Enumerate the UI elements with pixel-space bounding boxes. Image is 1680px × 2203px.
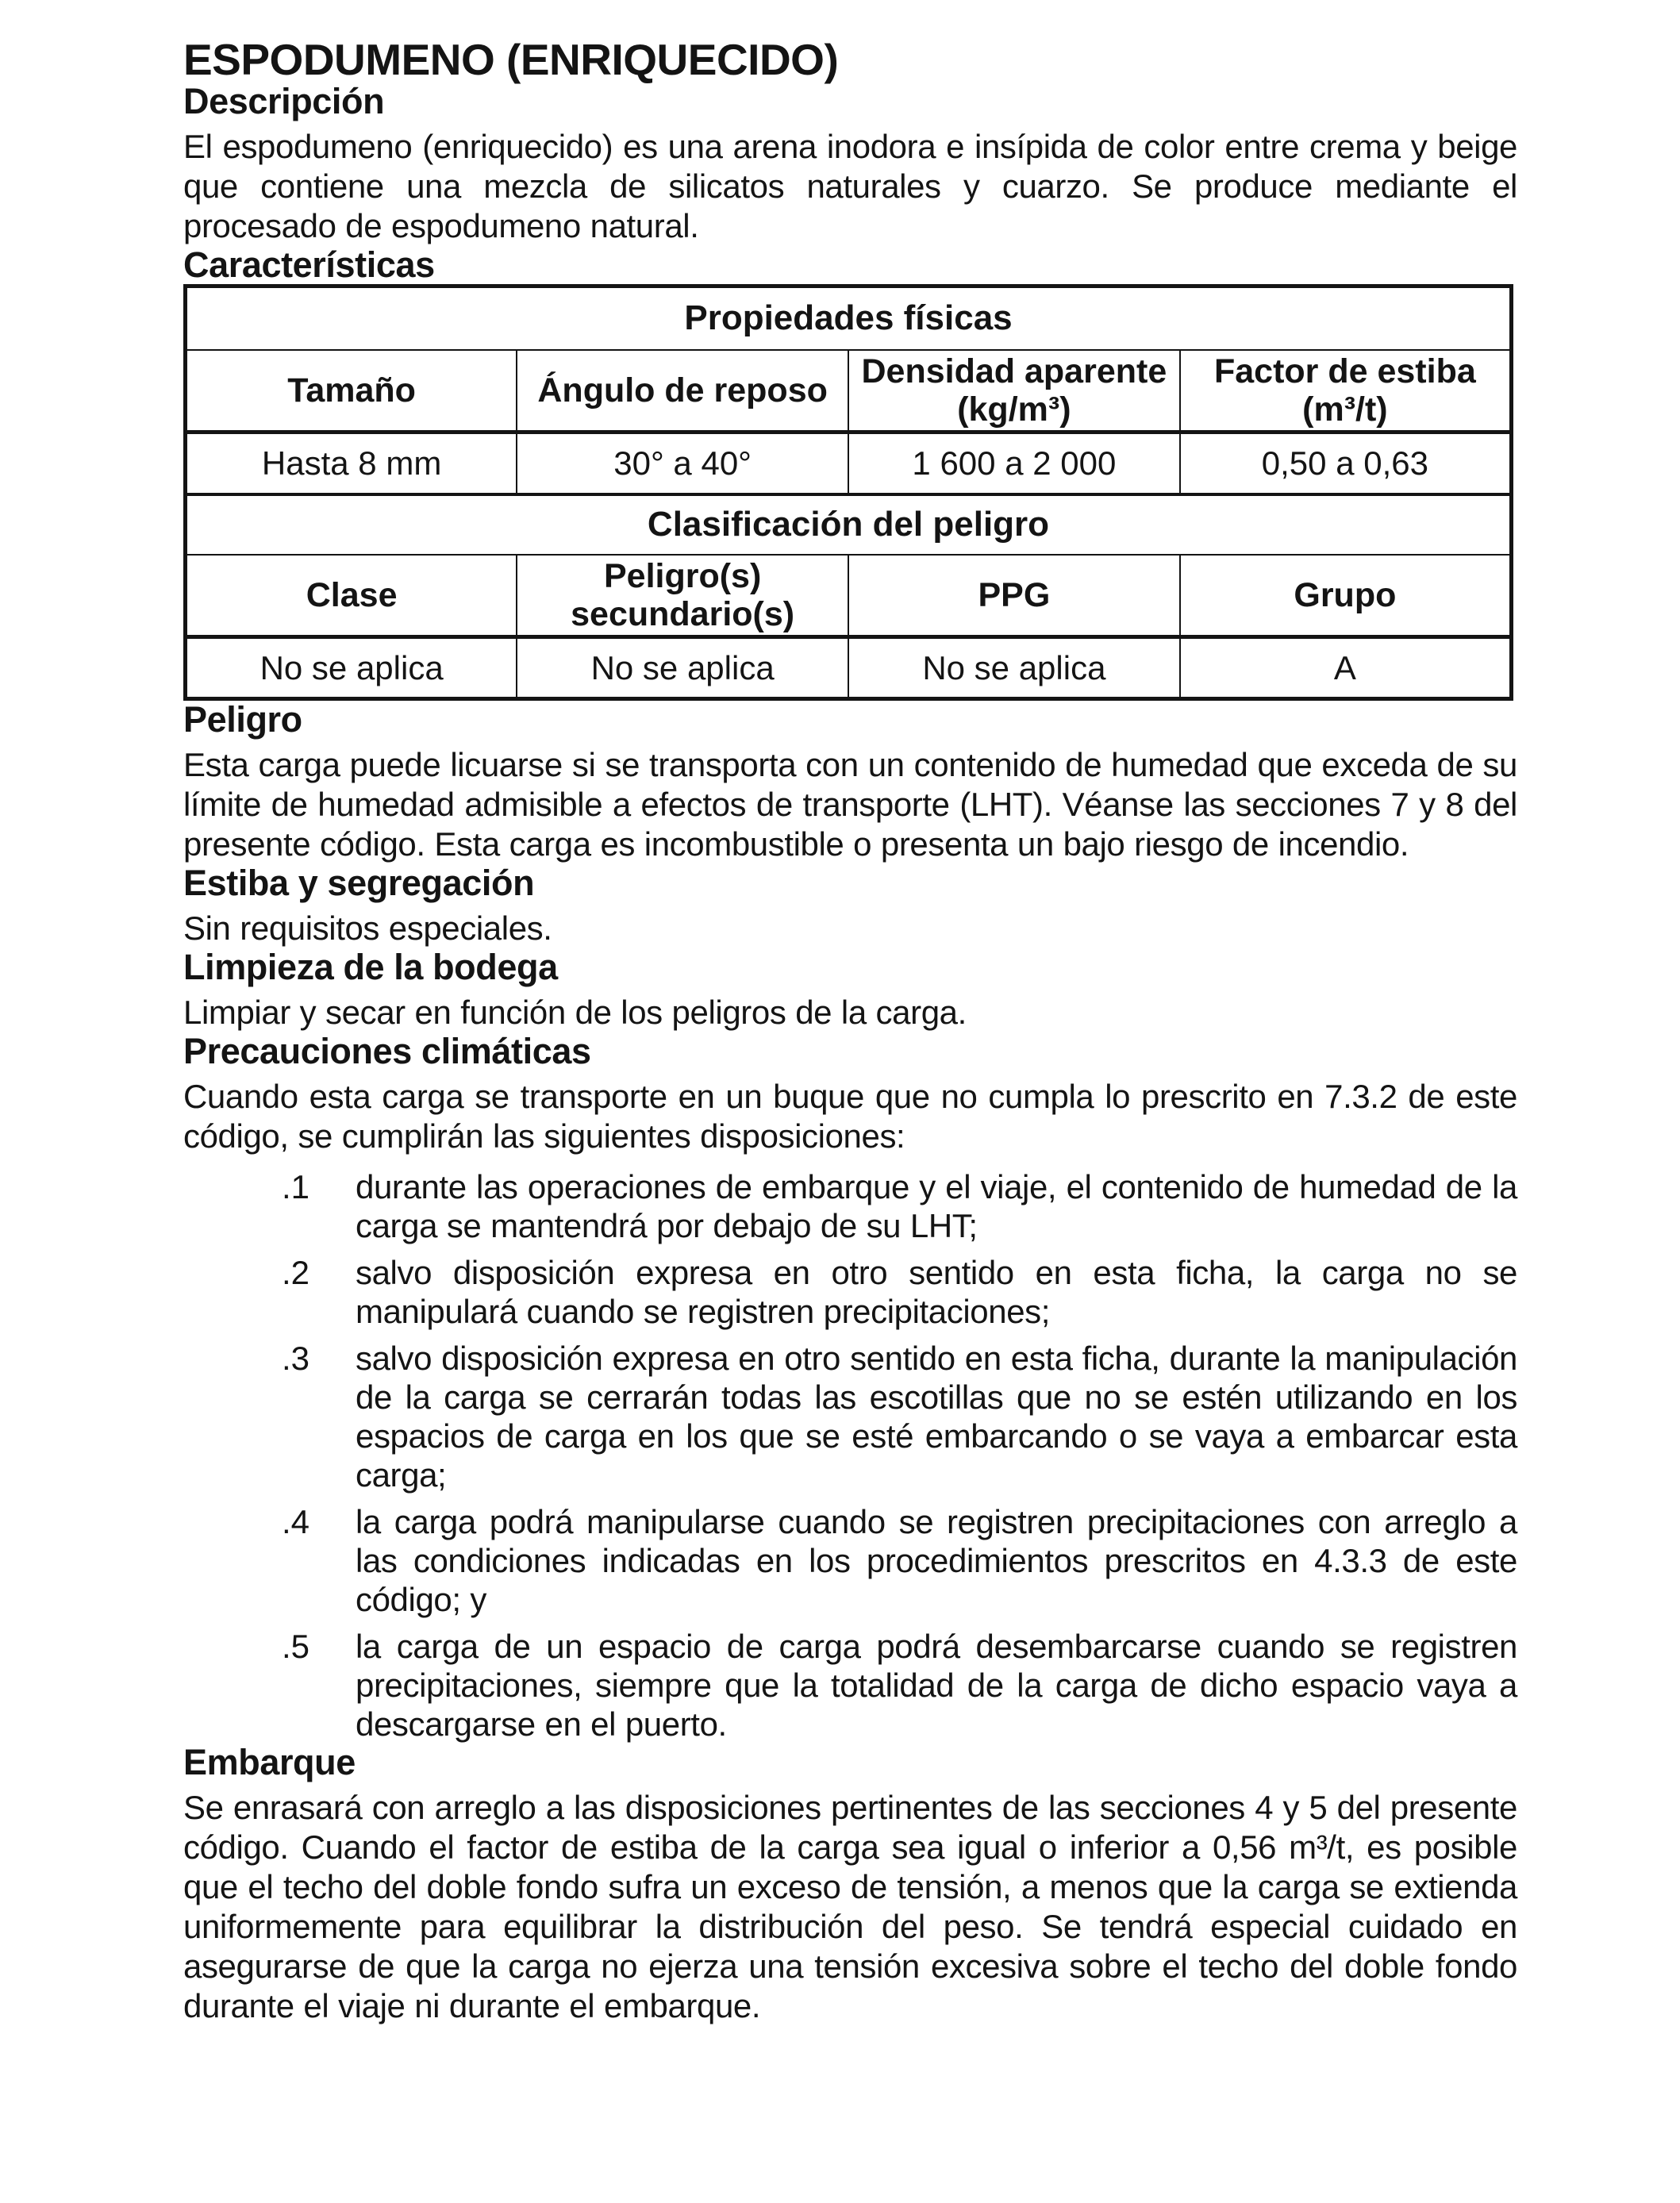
value-angulo: 30° a 40°	[517, 433, 848, 494]
col-header-grupo	[1180, 555, 1512, 637]
value-peligros-secundarios: No se aplica	[517, 637, 848, 699]
value-clase: No se aplica	[186, 637, 517, 699]
value-densidad: 1 600 a 2 000	[848, 433, 1180, 494]
list-item	[282, 1167, 1517, 1245]
table-row	[186, 637, 1512, 699]
precauciones-heading: Precauciones climáticas	[183, 1031, 591, 1071]
list-item-number: .2	[282, 1254, 310, 1291]
table-row	[186, 555, 1512, 637]
list-item-text: salvo disposición expresa en otro sentido en esta ficha, durante la manipulación de la carga se cerrarán todas las escotillas que no se estén utilizando en los espacios de carga en los que se esté embarcando o se vaya a embarcar esta carga;	[356, 1340, 1517, 1494]
peligro-body: Esta carga puede licuarse si se transporta con un contenido de humedad que exceda de su límite de humedad admisible a efectos de transporte (LHT). Véanse las secciones 7 y 8 del presente código. Esta carga es incombustible o presenta un bajo riesgo de incendio.	[183, 746, 1517, 863]
header-line: Densidad aparente	[861, 352, 1167, 390]
header-line: (m³/t)	[1302, 390, 1388, 429]
col-header-clase	[186, 555, 517, 637]
caracteristicas-heading: Características	[183, 244, 435, 285]
clasificacion-peligro-header: Clasificación del peligro	[186, 494, 1512, 555]
header-line: (kg/m³)	[957, 390, 1071, 429]
list-item	[282, 1502, 1517, 1619]
value-grupo: A	[1180, 637, 1512, 699]
table-row	[186, 350, 1512, 433]
header-line: Peligro(s)	[603, 556, 762, 595]
col-header-tamano	[186, 350, 517, 433]
header-line: Tamaño	[287, 371, 416, 409]
list-item	[282, 1253, 1517, 1331]
embarque-heading: Embarque	[183, 1742, 356, 1782]
col-header-densidad	[848, 350, 1180, 433]
cargo-title: ESPODUMENO (ENRIQUECIDO)	[183, 35, 839, 84]
header-line: PPG	[978, 575, 1051, 614]
list-item	[282, 1339, 1517, 1494]
header-line: Ángulo de reposo	[537, 371, 828, 409]
col-header-peligros-secundarios	[517, 555, 848, 637]
list-item-text: durante las operaciones de embarque y el viaje, el contenido de humedad de la carga se mantendrá por debajo de su LHT;	[356, 1168, 1517, 1244]
table-row	[186, 433, 1512, 494]
estiba-heading: Estiba y segregación	[183, 863, 535, 903]
header-line: Factor de estiba	[1213, 352, 1476, 390]
precauciones-list	[282, 1167, 1517, 1744]
descripcion-body: El espodumeno (enriquecido) es una arena inodora e insípida de color entre crema y beige que contiene una mezcla de silicatos naturales y cuarzo. Se produce mediante el procesado de espodumeno natural.	[183, 128, 1517, 244]
header-line: Grupo	[1294, 575, 1397, 614]
header-line: Clase	[306, 575, 398, 614]
estiba-body: Sin requisitos especiales.	[183, 909, 552, 947]
list-item-number: .5	[282, 1628, 310, 1665]
list-item-number: .4	[282, 1503, 310, 1540]
col-header-angulo	[517, 350, 848, 433]
value-ppg: No se aplica	[848, 637, 1180, 699]
table-row	[186, 286, 1512, 350]
list-item-number: .1	[282, 1168, 310, 1205]
peligro-heading: Peligro	[183, 699, 302, 740]
list-item	[282, 1627, 1517, 1744]
table-row	[186, 494, 1512, 555]
propiedades-fisicas-header: Propiedades físicas	[186, 286, 1512, 350]
list-item-number: .3	[282, 1340, 310, 1377]
precauciones-intro: Cuando esta carga se transporte en un buque que no cumpla lo prescrito en 7.3.2 de este código, se cumplirán las siguientes disposiciones:	[183, 1078, 1517, 1155]
limpieza-body: Limpiar y secar en función de los peligros de la carga.	[183, 994, 967, 1031]
value-factor-estiba: 0,50 a 0,63	[1180, 433, 1512, 494]
embarque-body: Se enrasará con arreglo a las disposiciones pertinentes de las secciones 4 y 5 del presente código. Cuando el factor de estiba de la carga sea igual o inferior a 0,56 m³/t, es posible que el techo del doble fondo sufra un exceso de tensión, a menos que la carga se extienda uniformemente para equilibrar la distribución del peso. Se tendrá especial cuidado en asegurarse de que la carga no ejerza una tensión excesiva sobre el techo del doble fondo durante el viaje ni durante el embarque.	[183, 1789, 1517, 2024]
list-item-text: la carga podrá manipularse cuando se registren precipitaciones con arreglo a las condiciones indicadas en los procedimientos prescritos en 4.3.3 de este código; y	[356, 1503, 1517, 1618]
col-header-ppg	[848, 555, 1180, 637]
col-header-factor-estiba	[1180, 350, 1512, 433]
value-tamano: Hasta 8 mm	[186, 433, 517, 494]
header-line: secundario(s)	[571, 594, 795, 633]
list-item-text: salvo disposición expresa en otro sentido en esta ficha, la carga no se manipulará cuando se registren precipitaciones;	[356, 1254, 1517, 1330]
descripcion-heading: Descripción	[183, 81, 385, 121]
characteristics-table	[183, 284, 1513, 701]
limpieza-heading: Limpieza de la bodega	[183, 947, 558, 987]
list-item-text: la carga de un espacio de carga podrá desembarcarse cuando se registren precipitaciones, siempre que la totalidad de la carga de dicho espacio vaya a descargarse en el puerto.	[356, 1628, 1517, 1743]
